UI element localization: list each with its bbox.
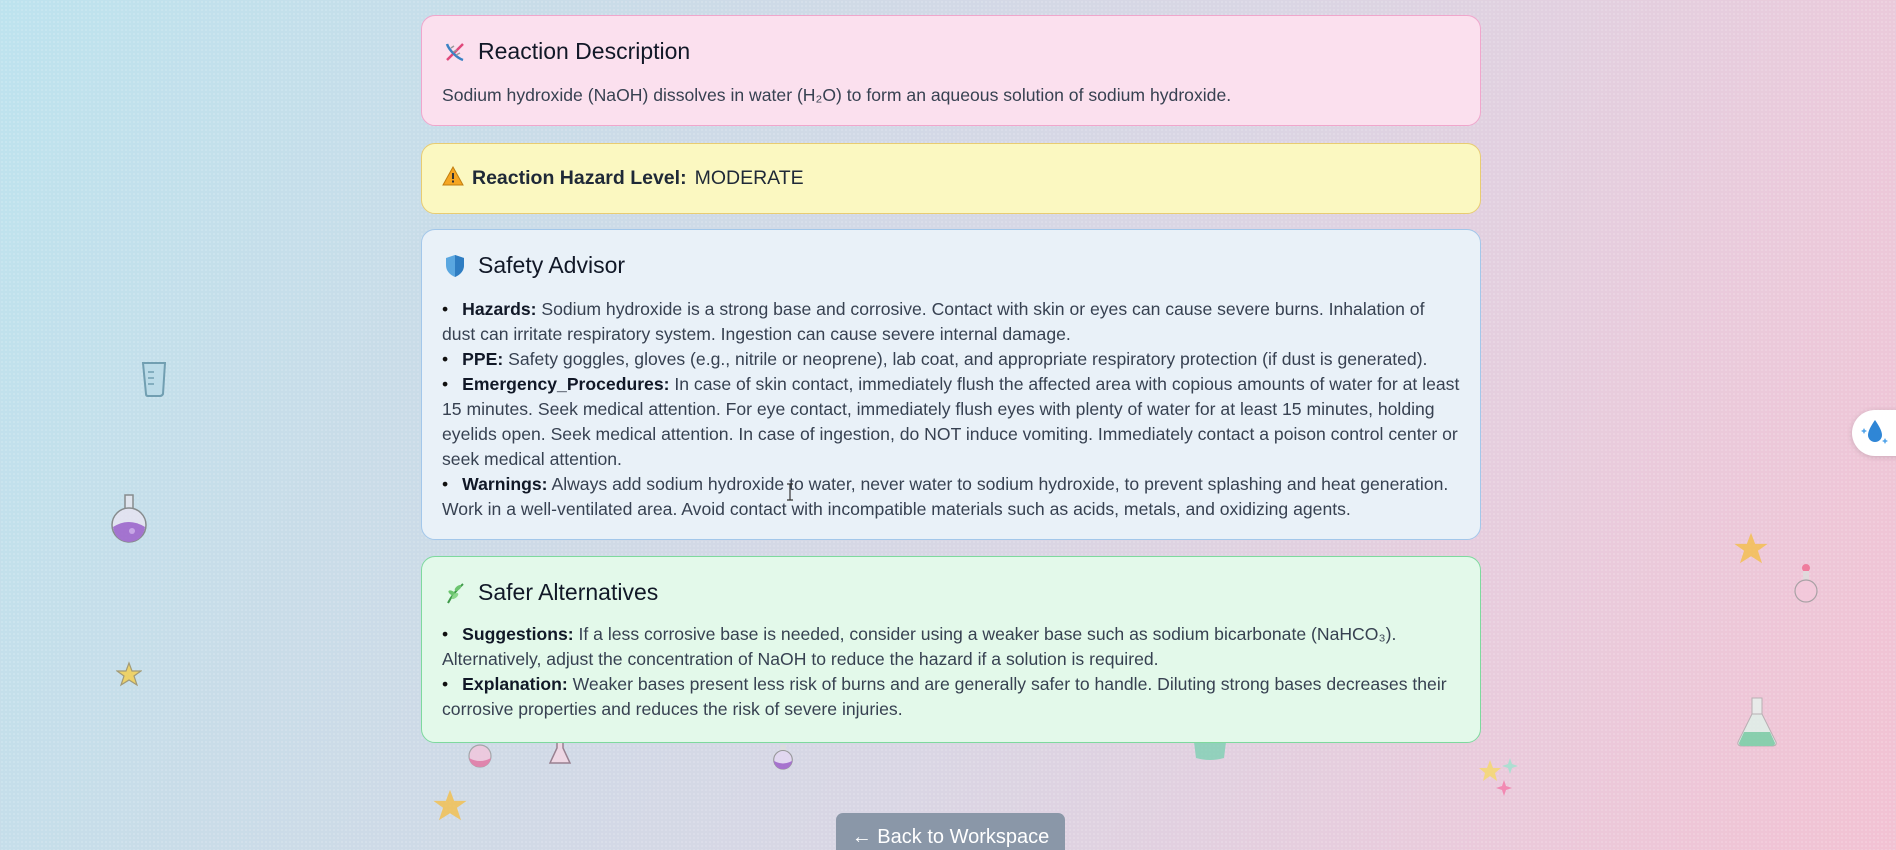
star-icon — [116, 661, 142, 687]
flask-icon — [1792, 563, 1820, 603]
shield-icon — [442, 253, 468, 279]
water-drop-icon — [1860, 416, 1890, 451]
alternative-item-explanation: • Explanation: Weaker bases present less risk of burns and are generally safer to handle. Diluting strong bases decreases their corrosive properties and reduces the risk of severe injuries. — [442, 672, 1460, 722]
flask-icon — [770, 743, 796, 771]
side-widget-button[interactable] — [1852, 410, 1896, 456]
safer-alternatives-heading — [442, 579, 1460, 606]
flask-icon — [1190, 740, 1230, 762]
text-cursor-icon — [786, 483, 794, 501]
safer-alternatives-title: Safer Alternatives — [478, 579, 659, 605]
hazard-level-label: Reaction Hazard Level: — [472, 167, 687, 189]
sparkles-icon — [1478, 756, 1524, 798]
hazard-level-value: MODERATE — [694, 167, 804, 189]
reaction-description-card — [421, 15, 1481, 126]
flask-icon — [1734, 696, 1780, 748]
triangle-flask-icon — [548, 740, 572, 766]
warning-icon — [442, 166, 464, 192]
safety-advisor-list — [442, 297, 1460, 522]
alternative-item-suggestions: • Suggestions: If a less corrosive base is needed, consider using a weaker base such as sodium bicarbonate (NaHCO₃). Alternatively, adjust the concentration of NaOH to reduce the hazard if a solution is required. — [442, 622, 1460, 672]
herb-icon — [442, 580, 468, 606]
dna-icon — [442, 39, 468, 65]
safer-alternatives-list — [442, 622, 1460, 722]
safety-advisor-title: Safety Advisor — [478, 252, 626, 278]
hazard-level-card — [421, 143, 1481, 214]
safety-item-ppe: • PPE: Safety goggles, gloves (e.g., nitrile or neoprene), lab coat, and appropriate respiratory protection (if dust is generated). — [442, 347, 1460, 372]
reaction-description-title: Reaction Description — [478, 38, 691, 64]
beaker-icon — [140, 360, 170, 398]
flask-icon — [466, 740, 494, 768]
safety-advisor-card — [421, 229, 1481, 540]
safety-item-warnings: • Warnings: Always add sodium hydroxide to water, never water to sodium hydroxide, to prevent splashing and heat generation. Work in a well-ventilated area. Avoid contact with incompatible materials such as acids, metals, and oxidizing agents. — [442, 472, 1460, 522]
round-flask-icon — [108, 493, 150, 543]
reaction-description-text: Sodium hydroxide (NaOH) dissolves in water (H₂O) to form an aqueous solution of sodium hydroxide. — [442, 85, 1232, 105]
safety-advisor-heading — [442, 252, 1460, 279]
star-icon — [1733, 530, 1769, 566]
safer-alternatives-card — [421, 556, 1481, 743]
safety-item-emergency-procedures: • Emergency_Procedures: In case of skin contact, immediately flush the affected area with copious amounts of water for at least 15 minutes. Seek medical attention. For eye contact, immediately flush eyes with plenty of water for at least 15 minutes, holding eyelids open. Seek medical attention. In case of ingestion, do NOT induce vomiting. Immediately contact a poison control center or seek medical attention. — [442, 372, 1460, 472]
safety-item-hazards: • Hazards: Sodium hydroxide is a strong base and corrosive. Contact with skin or eyes can cause severe burns. Inhalation of dust can irritate respiratory system. Ingestion can cause severe internal damage. — [442, 297, 1460, 347]
reaction-description-heading — [442, 38, 1460, 65]
star-icon — [432, 787, 468, 823]
back-to-workspace-button[interactable]: ← Back to Workspace — [836, 813, 1065, 850]
